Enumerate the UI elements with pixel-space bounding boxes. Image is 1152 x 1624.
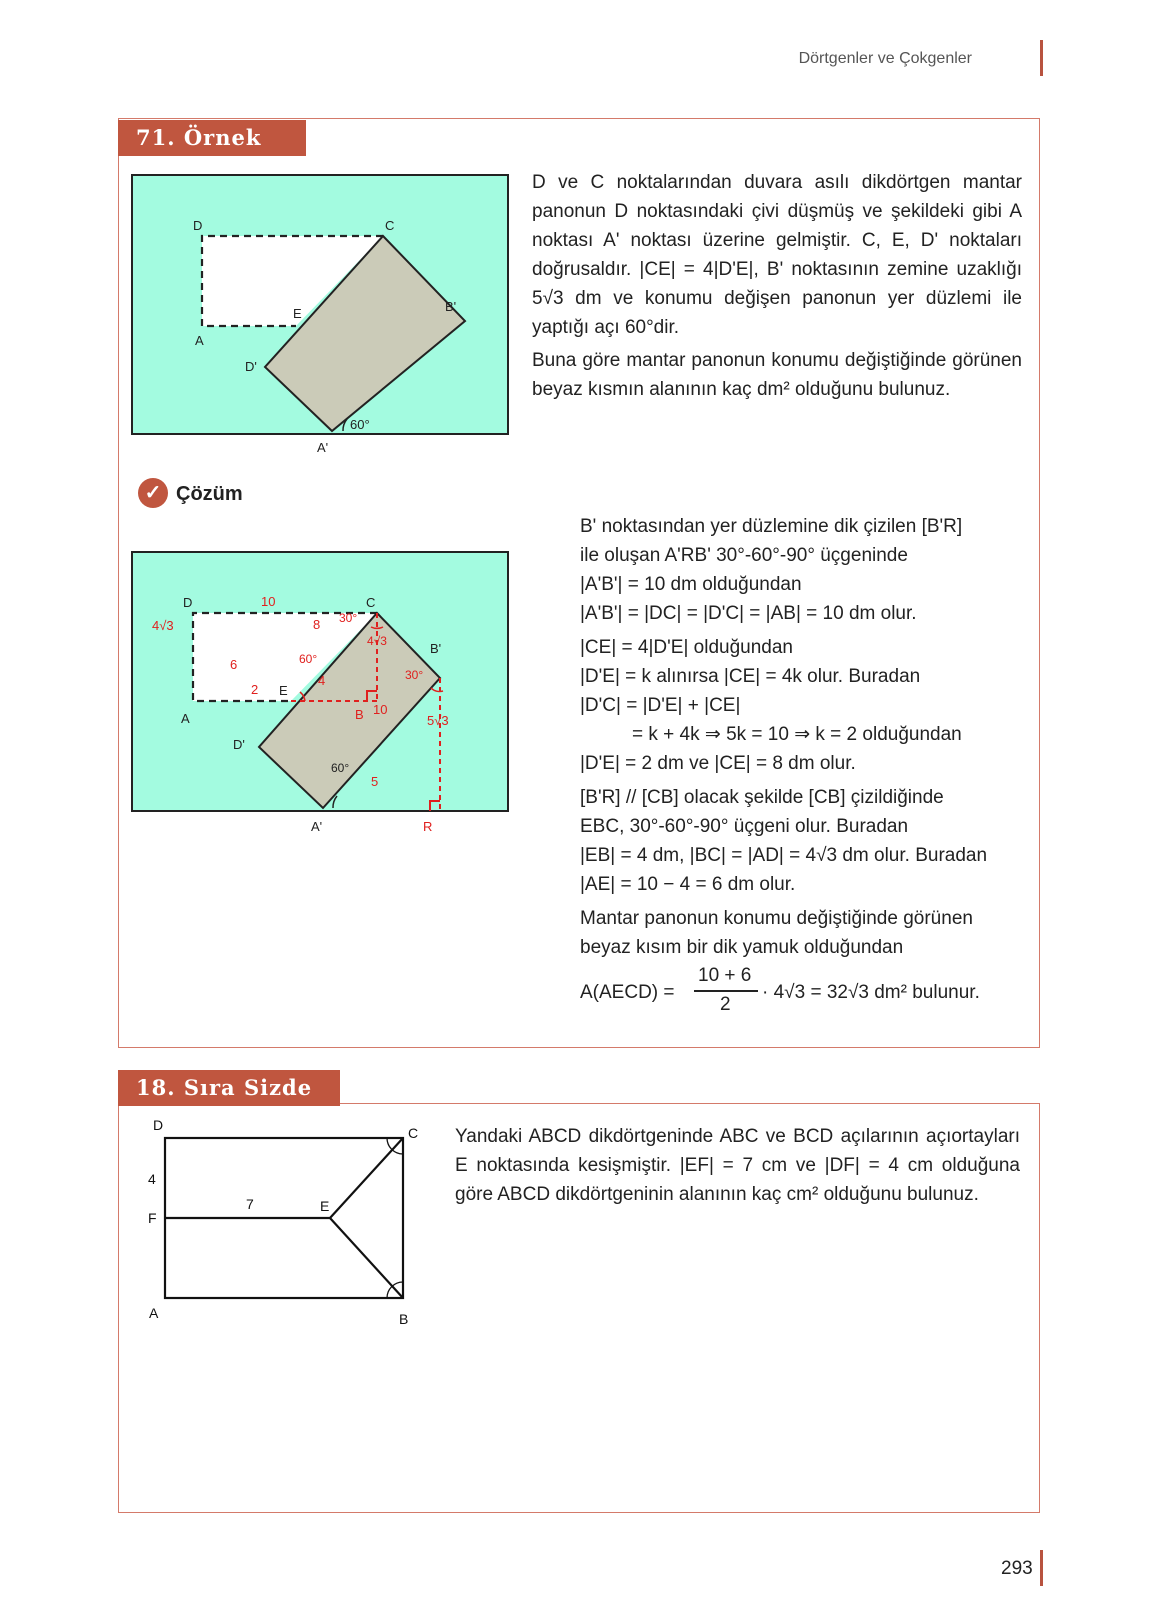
example-problem [532,168,1022,404]
label-B: B [355,707,364,722]
formula-numerator: 10 + 6 [698,965,752,986]
final-formula [580,965,1020,1018]
label-B: B [399,1311,409,1327]
solution-line: |D'E| = 2 dm ve |CE| = 8 dm olur. [580,753,856,774]
label-E: E [320,1198,330,1214]
label-10-side: 10 [373,702,388,717]
label-10-top: 10 [261,594,276,609]
solution-line: |A'B'| = 10 dm olduğundan [580,574,802,595]
label-5: 5 [371,774,379,789]
label-A: A [195,333,204,348]
solution-line: |EB| = 4 dm, |BC| = |AD| = 4√3 dm olur. Buradan [580,845,988,866]
solution-line: ile oluşan A'RB' 30°-60°-90° üçgeninde [580,545,908,566]
label-C: C [408,1125,419,1141]
figure-2 [125,545,525,835]
example-banner: 71. Örnek [118,120,306,156]
label-Ap: A' [317,440,329,455]
exercise-problem: Yandaki ABCD dikdörtgeninde ABC ve BCD açılarının açıortayları E noktasında kesişmiştir. |EF| = 7 cm ve |DF| = 4 cm olduğuna göre ABCD dikdörtgeninin alanının kaç cm² olduğunu bulunuz. [455,1126,1020,1205]
label-5r3: 5√3 [427,713,449,728]
label-E: E [279,683,288,698]
label-4r3-left: 4√3 [152,618,174,633]
figure-1 [125,168,515,458]
label-A: A [149,1305,159,1321]
solution-line: Mantar panonun konumu değiştiğinde görünen [580,908,973,929]
chapter-title: Dörtgenler ve Çokgenler [798,50,972,67]
label-C: C [366,595,376,610]
label-R: R [423,819,433,834]
solution-line: = k + 4k ⇒ 5k = 10 ⇒ k = 2 olduğundan [632,724,962,745]
label-E: E [293,306,302,321]
fraction-bar [694,990,758,992]
solution-line: |AE| = 10 − 4 = 6 dm olur. [580,874,796,895]
label-Bp: B' [430,641,442,656]
figure-3 [140,1110,440,1330]
solution-line: |A'B'| = |DC| = |D'C| = |AB| = 10 dm olur. [580,603,917,624]
page-number: 293 [1001,1558,1033,1579]
solution-line: B' noktasından yer düzlemine dik çizilen [B'R] [580,516,963,537]
label-30-Bp: 30° [405,668,424,682]
label-angle: 60° [350,417,370,432]
formula-denominator: 2 [720,994,731,1015]
label-C: C [385,218,395,233]
label-4: 4 [148,1171,156,1187]
page-number-bar [1040,1550,1043,1586]
exercise-banner: 18. Sıra Sizde [118,1070,340,1106]
label-Ap: A' [311,819,323,834]
label-30-C: 30° [339,611,358,625]
label-Dp: D' [245,359,257,374]
solution-line: [B'R] // [CB] olacak şekilde [CB] çizildiğinde [580,787,944,808]
problem-paragraph-1: D ve C noktalarından duvara asılı dikdörtgen mantar panonun D noktasındaki çivi düşmüş ve şekildeki gibi A noktası A' noktası üzerine gelmiştir. C, E, D' noktaları doğrusaldır. |CE| = 4|D'E|, B' noktasının zemine uzaklığı 5√3 dm ve konumu değişen panonun yer düzlemi ile yaptığı açı 60°dir. [532,172,1022,338]
formula-rhs: · 4√3 = 32√3 dm² bulunur. [762,982,980,1003]
solution-line: |D'E| = k alınırsa |CE| = 4k olur. Buradan [580,666,921,687]
label-Dp: D' [233,737,245,752]
solution-line: |D'C| = |D'E| + |CE| [580,695,741,716]
solution-line: EBC, 30°-60°-90° üçgeni olur. Buradan [580,816,909,837]
problem-paragraph-2: Buna göre mantar panonun konumu değiştiğinde görünen beyaz kısmın alanının kaç dm² olduğunu bulunuz. [532,350,1022,400]
label-Bp: B' [445,299,457,314]
label-7: 7 [246,1196,254,1212]
label-A: A [181,711,190,726]
label-2: 2 [251,682,259,697]
solution-text [580,512,987,962]
header-bar [1040,40,1043,76]
label-D: D [193,218,203,233]
formula-lhs: A(AECD) = [580,982,675,1003]
label-D: D [183,595,193,610]
label-4r3-mid: 4√3 [367,634,387,648]
solution-line: |CE| = 4|D'E| olduğundan [580,637,793,658]
solution-line: beyaz kısım bir dik yamuk olduğundan [580,937,904,958]
label-60-E: 60° [299,652,318,666]
checkmark-icon: ✓ [138,478,168,508]
label-F: F [148,1210,157,1226]
label-60-Ap: 60° [331,761,350,775]
label-D: D [153,1117,164,1133]
solution-title: Çözüm [176,483,243,505]
label-6: 6 [230,657,238,672]
label-4: 4 [318,673,326,688]
label-8: 8 [313,617,321,632]
